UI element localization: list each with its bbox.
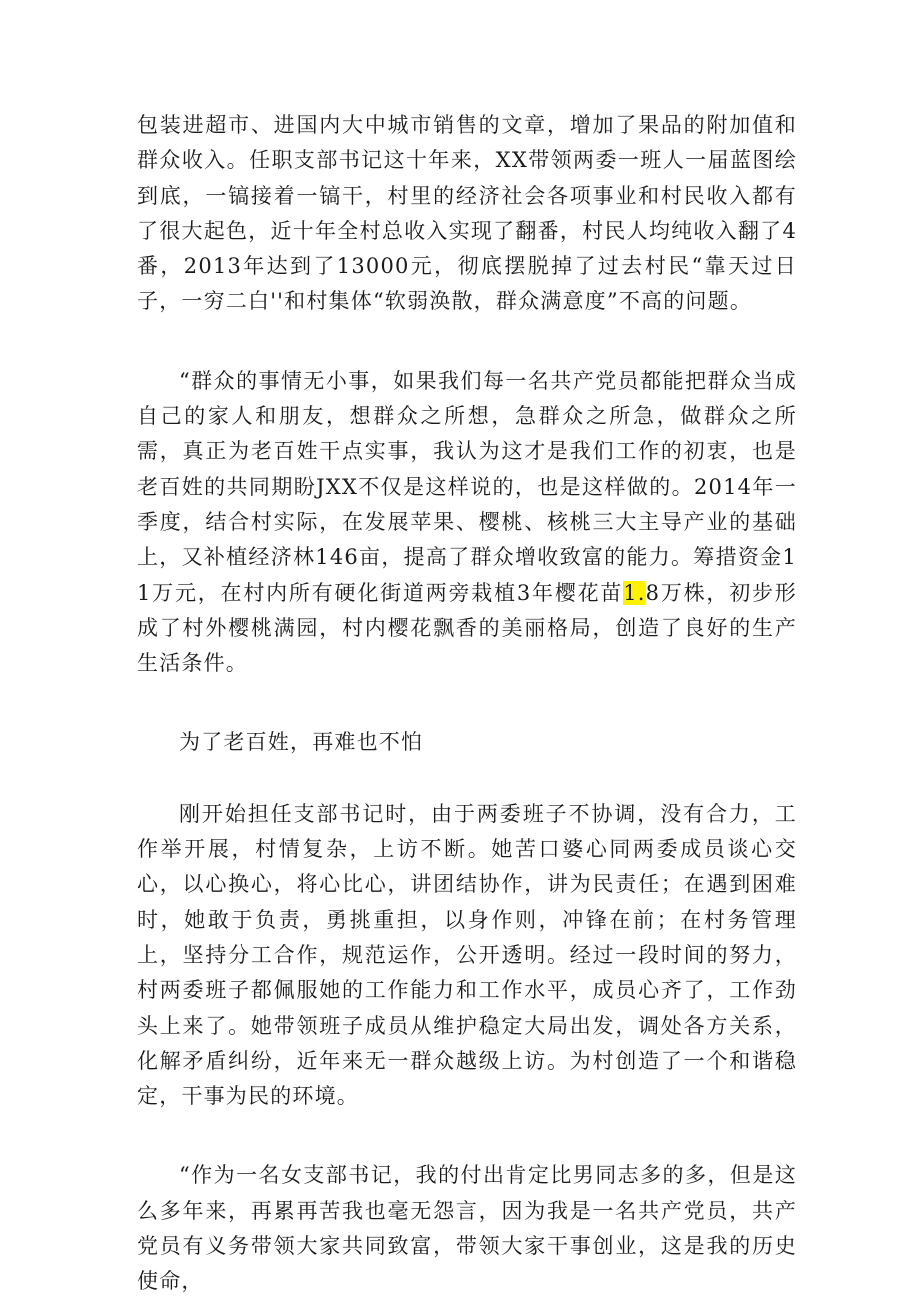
document-page bbox=[137, 108, 797, 1300]
highlighted-text: 1. bbox=[623, 580, 646, 605]
paragraph-2 bbox=[137, 364, 797, 682]
paragraph-4: 刚开始担任支部书记时，由于两委班子不协调，没有合力，工作举开展，村情复杂，上访不断。她苦口婆心同两委成员谈心交心，以心换心，将心比心，讲团结协作，讲为民责任；在遇到困难时，她敢于负责，勇挑重担，以身作则，冲锋在前；在村务管理上，坚持分工合作，规范运作，公开透明。经过一段时间的努力，村两委班子都佩服她的工作能力和工作水平，成员心齐了，工作劲头上来了。她带领班子成员从维护稳定大局出发，调处各方关系，化解矛盾纠纷，近年来无一群众越级上访。为村创造了一个和谐稳定，干事为民的环境。 bbox=[137, 801, 797, 1109]
paragraph-2-text-before: “群众的事情无小事，如果我们每一名共产党员都能把群众当成自己的家人和朋友，想群众之所想，急群众之所急，做群众之所需，真正为老百姓干点实事，我认为这才是我们工作的初衷，也是老百姓的共同期盼JXX不仅是这样说的，也是这样做的。2014年一季度，结合村实际，在发展苹果、樱桃、核桃三大主导产业的基础上，又补植经济林146亩，提高了群众增收致富的能力。筹措资金11万元，在村内所有硬化街道两旁栽植3年樱花苗 bbox=[137, 368, 797, 605]
section-heading: 为了老百姓，再难也不怕 bbox=[179, 730, 424, 755]
paragraph-1: 包装进超市、进国内大中城市销售的文章，增加了果品的附加值和群众收入。任职支部书记这十年来，XX带领两委一班人一届蓝图绘到底，一镐接着一镐干，村里的经济社会各项事业和村民收入都有了很大起色，近十年全村总收入实现了翻番，村民人均纯收入翻了4番，2013年达到了13000元，彻底摆脱掉了过去村民“靠天过日子，一穷二白''和村集体“软弱涣散，群众满意度”不高的问题。 bbox=[137, 113, 797, 314]
paragraph-2-text-after: 8万株，初步形成了村外樱桃满园，村内樱花飘香的美丽格局，创造了良好的生产生活条件。 bbox=[137, 580, 798, 676]
paragraph-5: “作为一名女支部书记，我的付出肯定比男同志多的多，但是这么多年来，再累再苦我也毫无怨言，因为我是一名共产党员，共产党员有义务带领大家共同致富，带领大家干事创业，这是我的历史使命， bbox=[137, 1163, 797, 1294]
